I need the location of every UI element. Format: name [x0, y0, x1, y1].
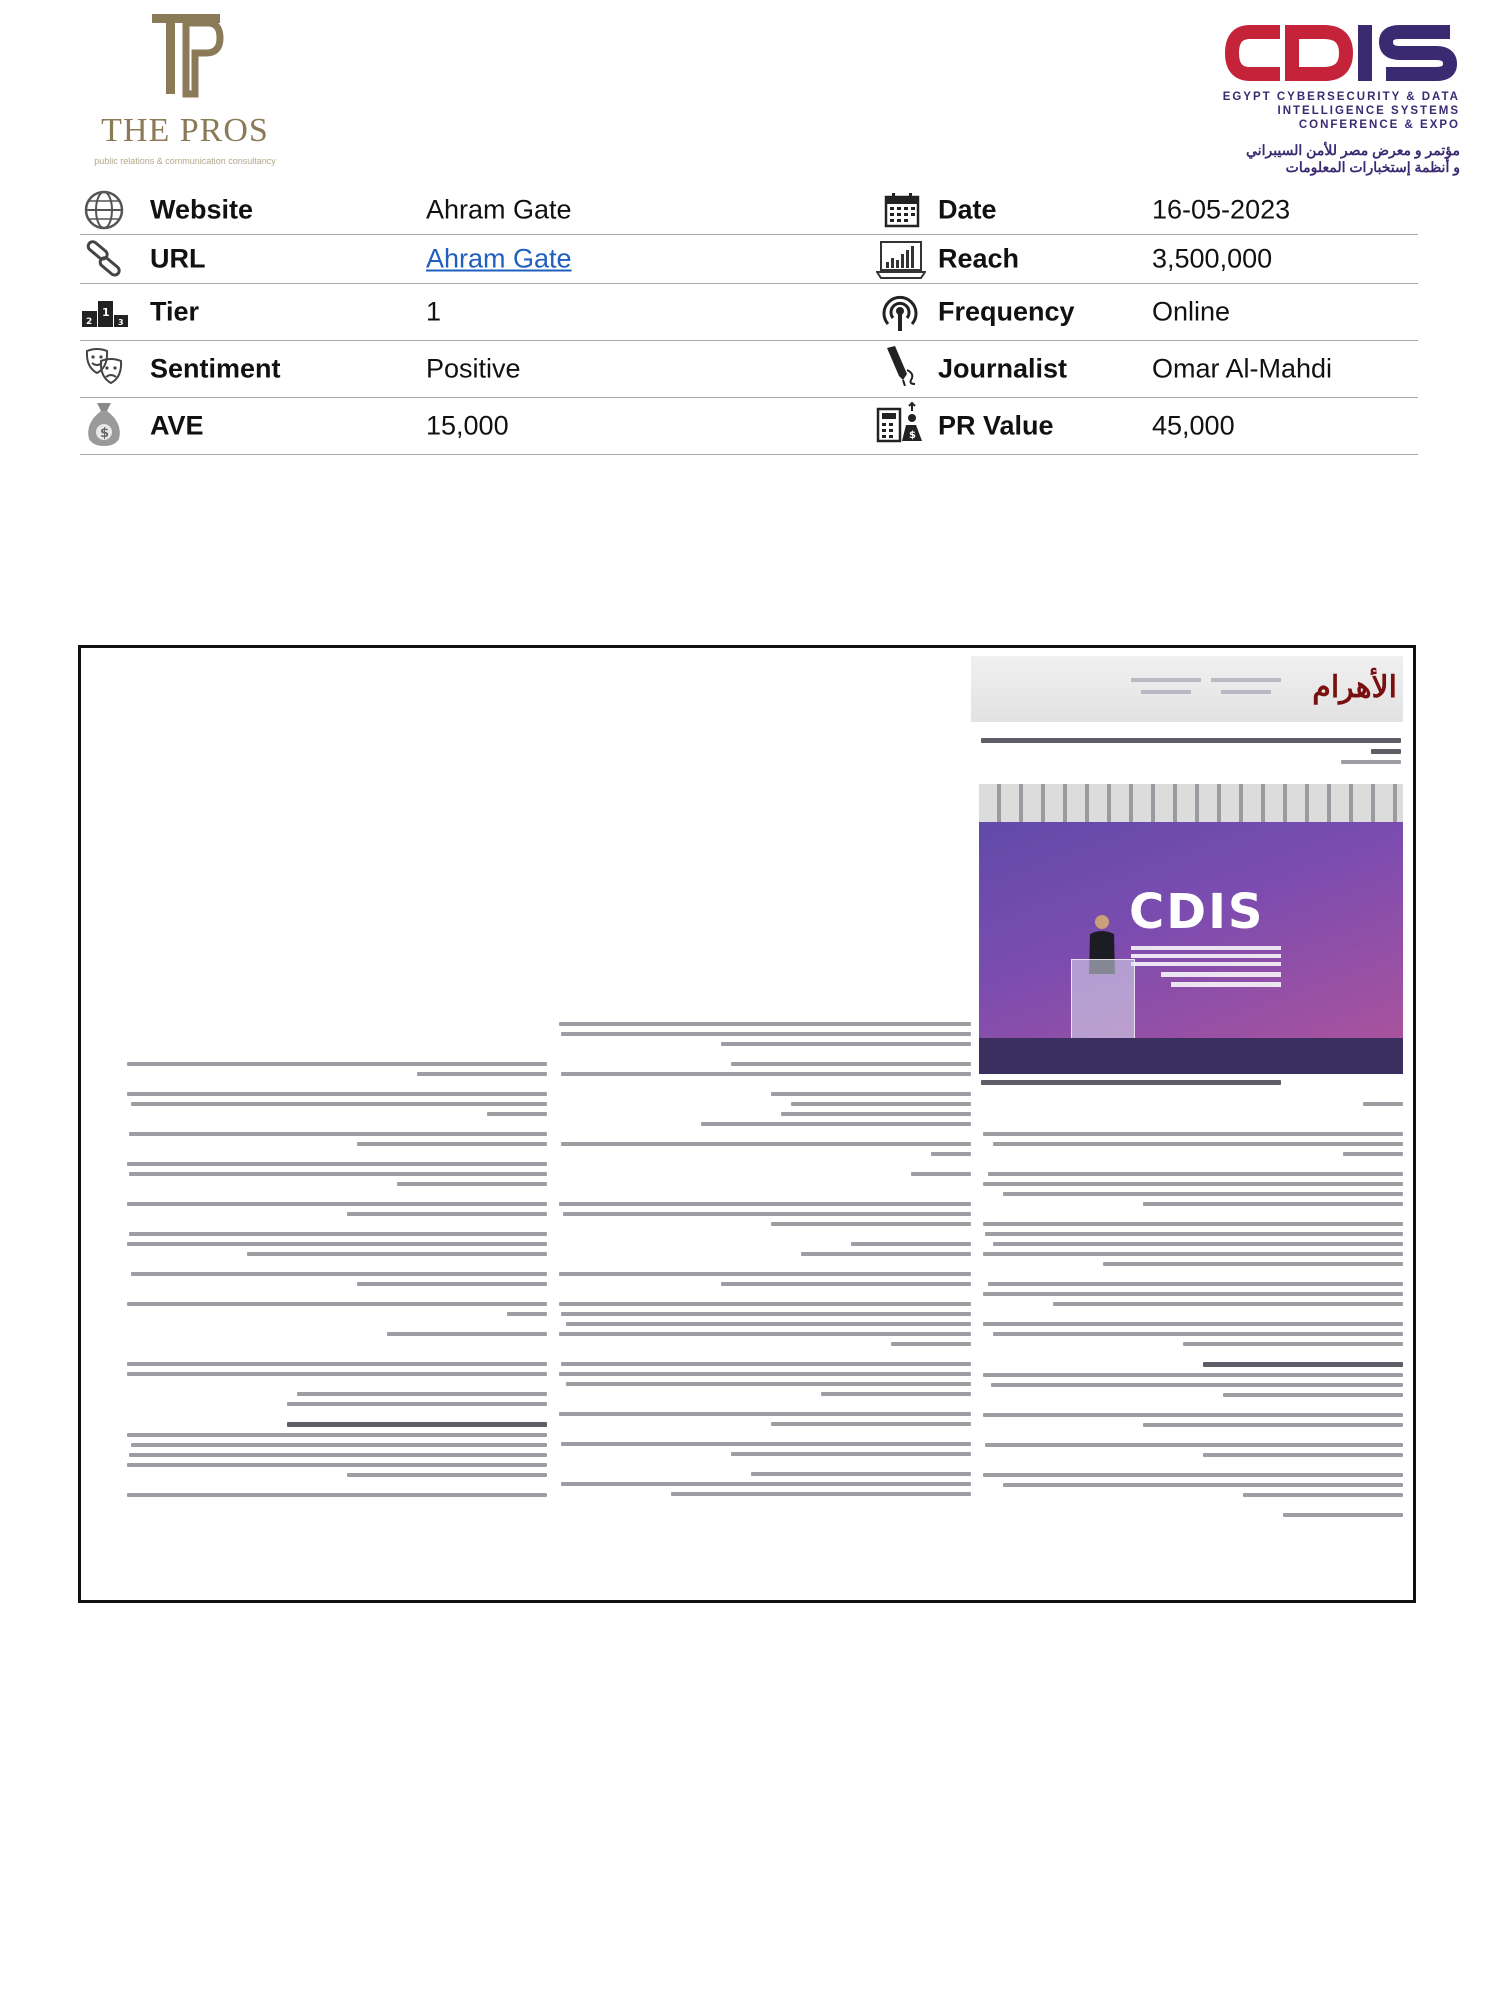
svg-text:$: $ — [909, 430, 916, 441]
cdis-english-line: CONFERENCE & EXPO — [1298, 119, 1460, 131]
date-label: Date — [938, 194, 997, 225]
newspaper-masthead — [971, 656, 1403, 722]
info-row — [80, 186, 1418, 235]
masks-icon — [82, 345, 126, 389]
frequency-label: Frequency — [938, 296, 1075, 327]
article-clipping — [78, 645, 1416, 1603]
cdis-arabic-line: مؤتمر و معرض مصر للأمن السيبراني — [1246, 142, 1460, 158]
info-row — [80, 284, 1418, 341]
reach-value: 3,500,000 — [1152, 243, 1273, 274]
the-pros-monogram-icon — [146, 8, 226, 98]
url-label: URL — [150, 243, 206, 274]
cdis-logo — [1220, 20, 1460, 180]
photo-caption — [981, 1080, 1281, 1088]
pr-value-label: PR Value — [938, 410, 1054, 441]
ave-label: AVE — [150, 410, 204, 441]
cdis-english-name — [1220, 90, 1460, 132]
website-label: Website — [150, 194, 254, 225]
laptop-chart-icon — [876, 237, 926, 281]
podium-icon — [80, 290, 130, 334]
the-pros-tagline: public relations & communication consultancy — [94, 156, 276, 166]
newspaper-logo: الأهرام — [1312, 670, 1397, 705]
money-bag-icon — [82, 402, 126, 446]
calendar-icon — [880, 188, 924, 232]
tier-value: 1 — [426, 296, 442, 327]
url-link[interactable]: Ahram Gate — [426, 243, 572, 274]
svg-text:$: $ — [100, 426, 110, 441]
article-text-column — [553, 1022, 971, 1502]
info-row — [80, 341, 1418, 398]
journalist-value: Omar Al-Mahdi — [1152, 353, 1333, 384]
article-text-column — [977, 1102, 1403, 1523]
broadcast-icon — [878, 290, 922, 334]
article-photo — [979, 784, 1403, 1074]
pen-icon — [880, 343, 924, 387]
coverage-info-table — [80, 186, 1418, 455]
globe-icon — [82, 188, 126, 232]
info-row — [80, 235, 1418, 284]
svg-text:3: 3 — [118, 318, 124, 327]
the-pros-logo — [80, 8, 290, 178]
article-headline — [981, 738, 1401, 772]
sentiment-value: Positive — [426, 353, 521, 384]
sentiment-label: Sentiment — [150, 353, 281, 384]
cdis-english-line: INTELLIGENCE SYSTEMS — [1277, 105, 1460, 117]
pr-value-value: 45,000 — [1152, 410, 1235, 441]
svg-text:1: 1 — [102, 306, 110, 319]
cdis-wordmark-icon — [1222, 20, 1460, 86]
website-value: Ahram Gate — [426, 194, 572, 225]
frequency-value: Online — [1152, 296, 1231, 327]
article-text-column — [103, 1062, 547, 1503]
cdis-english-line: EGYPT CYBERSECURITY & DATA — [1222, 91, 1460, 103]
info-row — [80, 398, 1418, 455]
the-pros-name: THE PROS — [101, 112, 269, 149]
ave-value: 15,000 — [426, 410, 509, 441]
screen-cdis-wordmark: CDIS — [1129, 884, 1265, 940]
journalist-label: Journalist — [938, 353, 1068, 384]
tier-label: Tier — [150, 296, 200, 327]
date-value: 16-05-2023 — [1152, 194, 1291, 225]
cdis-arabic-line: و أنظمة إستخبارات المعلومات — [1285, 159, 1460, 175]
link-icon — [82, 237, 126, 281]
calculator-icon — [876, 400, 926, 444]
cdis-arabic-name — [1220, 142, 1460, 176]
reach-label: Reach — [938, 243, 1020, 274]
svg-text:2: 2 — [86, 317, 93, 327]
